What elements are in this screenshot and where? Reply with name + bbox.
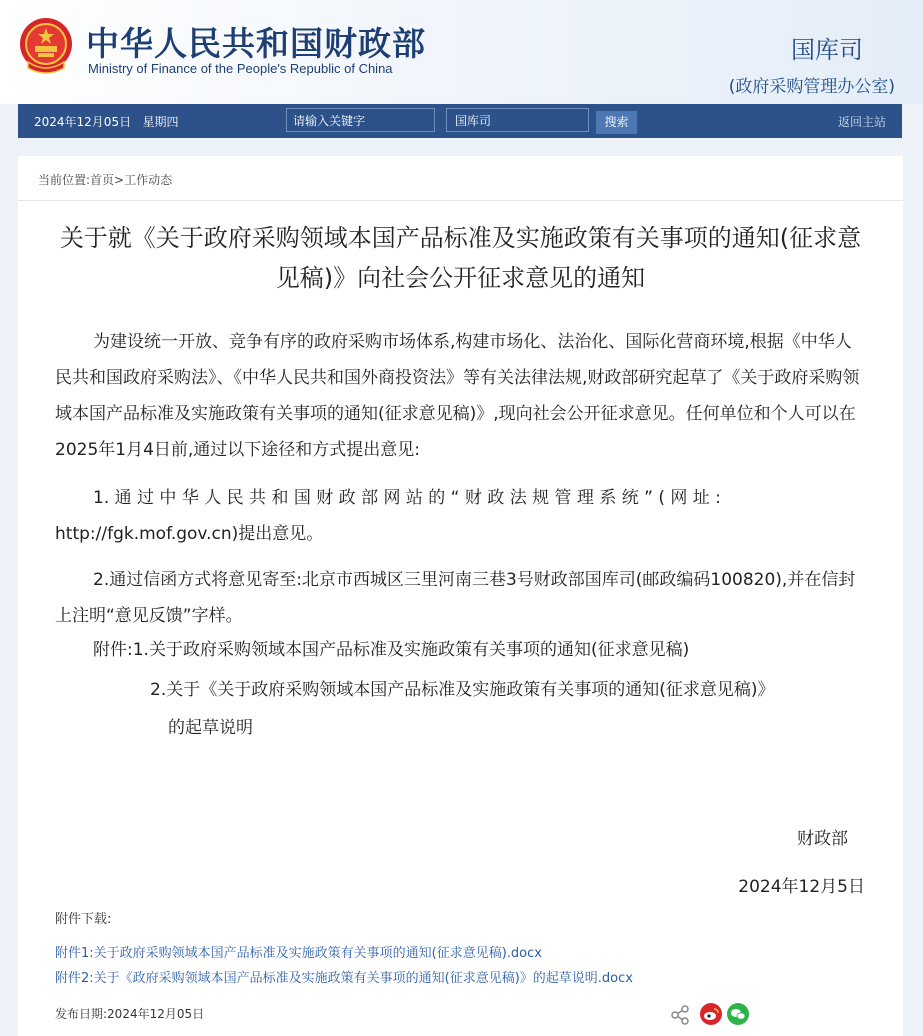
downloads-label: 附件下载: — [55, 912, 112, 927]
sign-date: 2024年12月5日 — [738, 877, 865, 897]
paragraph-method-1: 1. 通 过 中 华 人 民 共 和 国 财 政 部 网 站 的 “ 财 政 法 规 管 理 系 统 ” ( 网 址 : http://fgk.mof.gov.cn)提出意见。 — [55, 488, 721, 544]
department-subtitle: (政府采购管理办公室) — [728, 77, 895, 97]
breadcrumb[interactable]: 当前位置:首页>工作动态 — [38, 173, 173, 187]
signer: 财政部 — [797, 829, 848, 849]
divider — [18, 200, 903, 201]
download-link-1[interactable]: 附件1:关于政府采购领域本国产品标准及实施政策有关事项的通知(征求意见稿).docx — [55, 946, 542, 961]
search-button[interactable]: 搜索 — [596, 111, 637, 134]
site-subtitle-en: Ministry of Finance of the People's Republic of China — [88, 61, 393, 76]
national-emblem-icon — [18, 16, 74, 76]
return-home-link[interactable]: 返回主站 — [837, 115, 886, 129]
attachment-line-1: 附件:1.关于政府采购领域本国产品标准及实施政策有关事项的通知(征求意见稿) — [93, 640, 690, 660]
share-icon[interactable] — [670, 1005, 690, 1025]
site-header — [0, 0, 923, 104]
paragraph-method-2: 2.通过信函方式将意见寄至:北京市西城区三里河南三巷3号财政部国库司(邮政编码100820),并在信封上注明“意见反馈”字样。 — [55, 570, 856, 626]
paragraph-intro: 为建设统一开放、竞争有序的政府采购市场体系,构建市场化、法治化、国际化营商环境,根据《中华人民共和国政府采购法》、《中华人民共和国外商投资法》等有关法律法规,财政部研究起草了《关于政府采购领域本国产品标准及实施政策有关事项的通知(征求意见稿)》,现向社会公开征求意见。任何单位和个人可以在2025年1月4日前,通过以下途径和方式提出意见: — [55, 332, 860, 460]
attachment-line-2-cont: 的起草说明 — [168, 718, 253, 738]
publish-date: 发布日期:2024年12月05日 — [55, 1007, 205, 1021]
search-scope-select[interactable]: 国库司 — [446, 108, 589, 132]
nav-bar — [18, 104, 902, 138]
weibo-icon[interactable] — [700, 1003, 722, 1025]
site-title: 中华人民共和国财政部 — [86, 24, 426, 63]
wechat-icon[interactable] — [727, 1003, 749, 1025]
current-date: 2024年12月05日 星期四 — [34, 115, 179, 129]
department-name[interactable]: 国库司 — [791, 36, 863, 64]
article-card — [18, 156, 903, 1036]
download-link-2[interactable]: 附件2:关于《政府采购领域本国产品标准及实施政策有关事项的通知(征求意见稿)》的起草说明.docx — [55, 971, 633, 986]
attachment-line-2: 2.关于《关于政府采购领域本国产品标准及实施政策有关事项的通知(征求意见稿)》 — [150, 680, 775, 700]
search-input[interactable]: 请输入关键字 — [286, 108, 435, 132]
article-title: 关于就《关于政府采购领域本国产品标准及实施政策有关事项的通知(征求意见稿)》向社会公开征求意见的通知 — [59, 224, 862, 292]
